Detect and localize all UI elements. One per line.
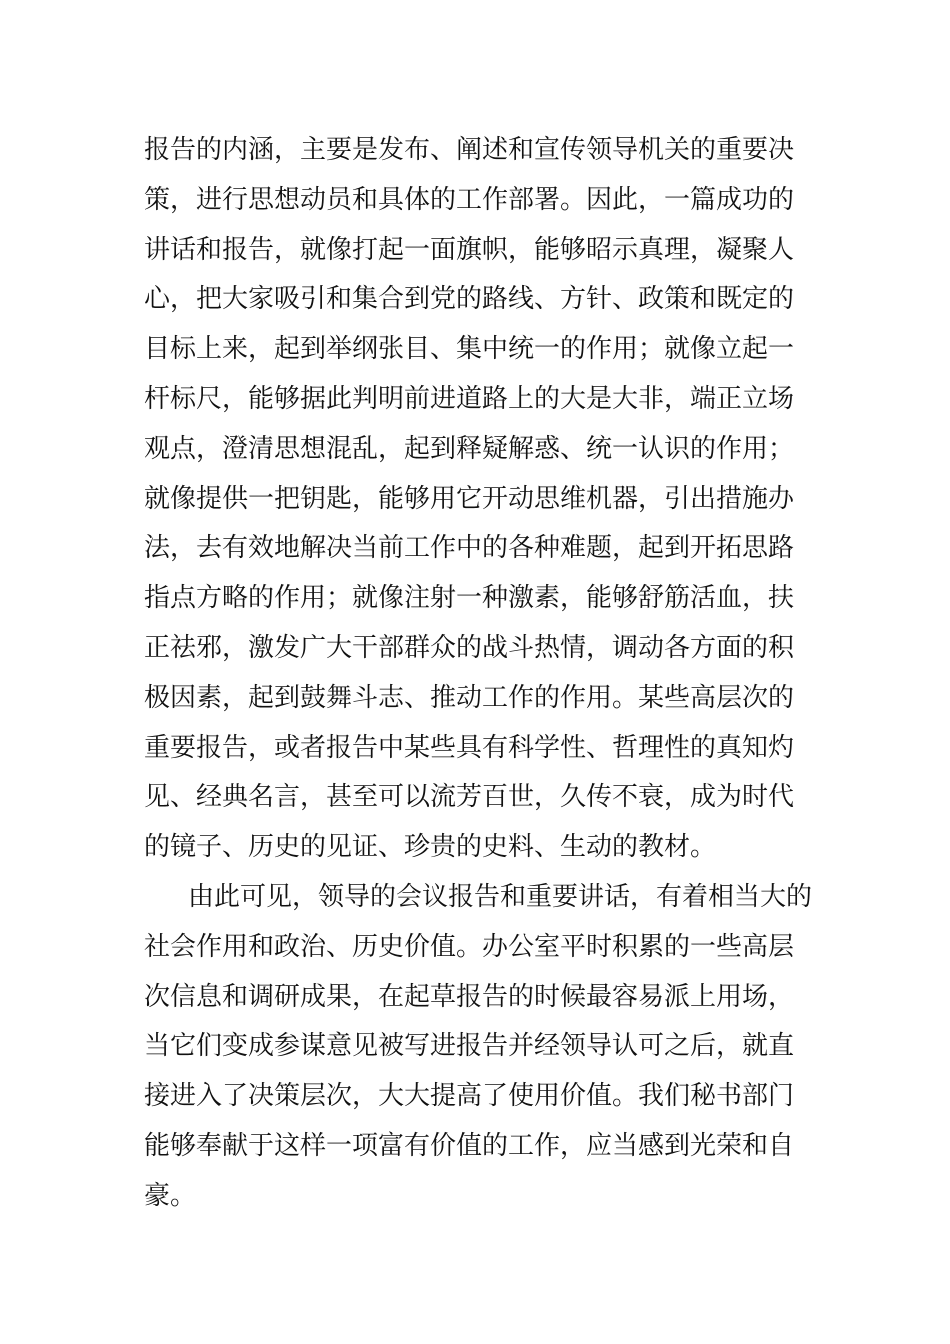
text-line: 由此可见，领导的会议报告和重要讲话，有着相当大的	[188, 881, 813, 912]
text-line: 心，把大家吸引和集合到党的路线、方针、政策和既定的	[144, 284, 795, 315]
text-line: 杆标尺，能够据此判明前进道路上的大是大非，端正立场	[144, 383, 795, 414]
text-line: 能够奉献于这样一项富有价值的工作，应当感到光荣和自	[144, 1130, 795, 1161]
paragraph-continued	[144, 126, 814, 873]
text-line: 的镜子、历史的见证、珍贵的史料、生动的教材。	[144, 832, 717, 863]
text-line: 次信息和调研成果，在起草报告的时候最容易派上用场，	[144, 981, 795, 1012]
text-line: 极因素，起到鼓舞斗志、推动工作的作用。某些高层次的	[144, 682, 795, 713]
text-line: 就像提供一把钥匙，能够用它开动思维机器，引出措施办	[144, 483, 795, 514]
text-line: 策，进行思想动员和具体的工作部署。因此，一篇成功的	[144, 184, 795, 215]
text-line: 观点，澄清思想混乱，起到释疑解惑、统一认识的作用；	[144, 433, 795, 464]
text-line: 目标上来，起到举纲张目、集中统一的作用；就像立起一	[144, 334, 795, 365]
text-line: 讲话和报告，就像打起一面旗帜，能够昭示真理，凝聚人	[144, 234, 795, 265]
text-line: 豪。	[144, 1180, 197, 1211]
text-line: 见、经典名言，甚至可以流芳百世，久传不衰，成为时代	[144, 782, 795, 813]
text-line: 报告的内涵，主要是发布、阐述和宣传领导机关的重要决	[144, 135, 795, 165]
text-line: 法，去有效地解决当前工作中的各种难题，起到开拓思路	[144, 533, 795, 564]
text-line: 社会作用和政治、历史价值。办公室平时积累的一些高层	[144, 931, 795, 962]
paragraph-conclusion	[144, 873, 814, 1222]
document-body	[144, 126, 814, 1222]
text-line: 当它们变成参谋意见被写进报告并经领导认可之后，就直	[144, 1031, 795, 1062]
text-line: 接进入了决策层次，大大提高了使用价值。我们秘书部门	[144, 1081, 795, 1112]
text-line: 正祛邪，激发广大干部群众的战斗热情，调动各方面的积	[144, 632, 795, 663]
text-line: 指点方略的作用；就像注射一种激素，能够舒筋活血，扶	[144, 583, 795, 614]
text-line: 重要报告，或者报告中某些具有科学性、哲理性的真知灼	[144, 732, 795, 763]
